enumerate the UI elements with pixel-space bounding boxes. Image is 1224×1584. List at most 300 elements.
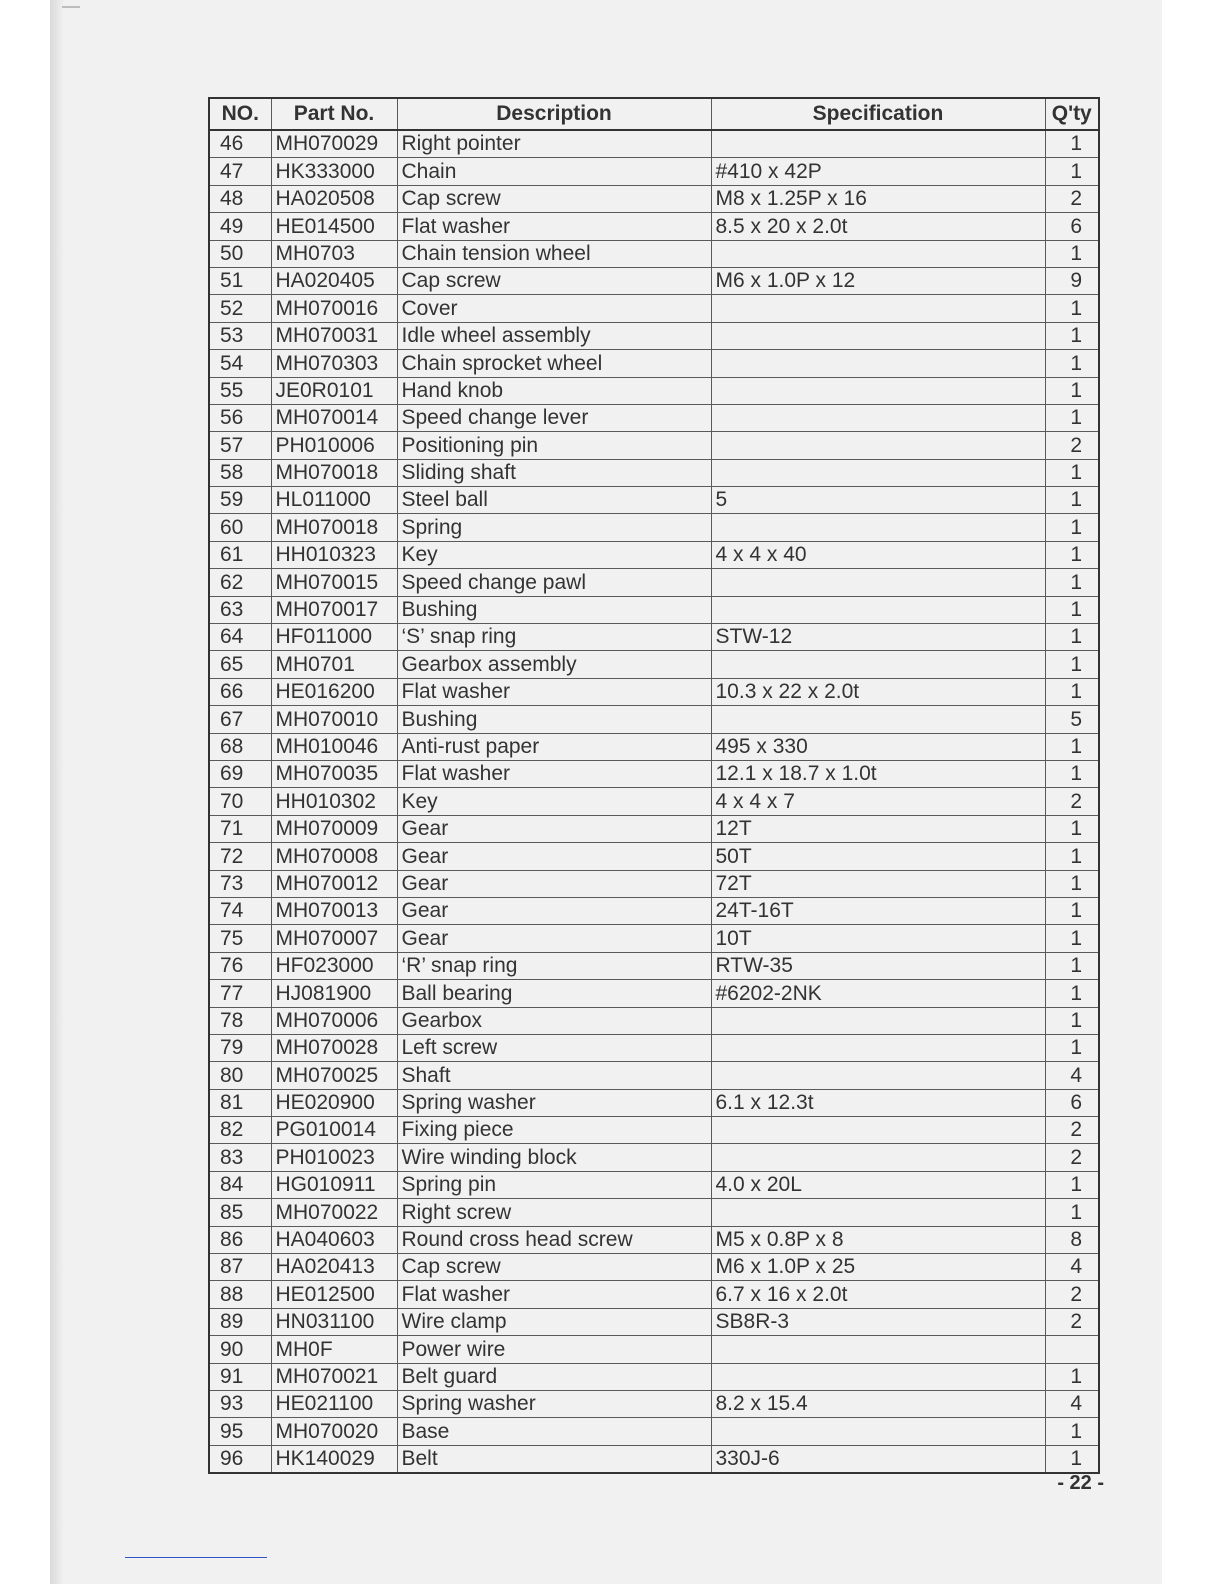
cell-quantity: 1 [1045, 952, 1099, 979]
cell-description: Base [397, 1418, 711, 1445]
cell-quantity: 1 [1045, 1007, 1099, 1034]
cell-part-no: MH070029 [271, 130, 397, 158]
cell-no: 67 [209, 706, 271, 733]
cell-part-no: HH010323 [271, 541, 397, 568]
cell-no: 72 [209, 843, 271, 870]
cell-part-no: HH010302 [271, 788, 397, 815]
cell-part-no: MH070017 [271, 596, 397, 623]
cell-specification [711, 240, 1045, 267]
table-row [209, 158, 1099, 185]
cell-no: 71 [209, 815, 271, 842]
table-row [209, 487, 1099, 514]
cell-part-no: HF023000 [271, 952, 397, 979]
cell-specification: 12.1 x 18.7 x 1.0t [711, 760, 1045, 787]
cell-quantity: 1 [1045, 760, 1099, 787]
cell-quantity: 1 [1045, 459, 1099, 486]
cell-part-no: MH010046 [271, 733, 397, 760]
cell-specification [711, 1363, 1045, 1390]
table-row [209, 130, 1099, 158]
table-row [209, 1007, 1099, 1034]
table-row [209, 1089, 1099, 1116]
cell-no: 74 [209, 897, 271, 924]
cell-description: ‘S’ snap ring [397, 624, 711, 651]
page-margin-right [1162, 0, 1224, 1584]
cell-specification: 12T [711, 815, 1045, 842]
cell-specification: 72T [711, 870, 1045, 897]
table-row [209, 897, 1099, 924]
cell-quantity: 1 [1045, 980, 1099, 1007]
cell-description: Flat washer [397, 1281, 711, 1308]
cell-specification: SB8R-3 [711, 1308, 1045, 1335]
cell-description: Ball bearing [397, 980, 711, 1007]
cell-part-no: HE014500 [271, 213, 397, 240]
cell-part-no: HA040603 [271, 1226, 397, 1253]
cell-specification: M6 x 1.0P x 12 [711, 267, 1045, 294]
table-row [209, 1117, 1099, 1144]
cell-quantity: 1 [1045, 1418, 1099, 1445]
table-row [209, 1254, 1099, 1281]
cell-description: Positioning pin [397, 432, 711, 459]
cell-description: Cap screw [397, 267, 711, 294]
cell-quantity: 1 [1045, 240, 1099, 267]
cell-no: 86 [209, 1226, 271, 1253]
cell-no: 85 [209, 1199, 271, 1226]
cell-quantity: 1 [1045, 815, 1099, 842]
cell-description: Bushing [397, 706, 711, 733]
cell-specification: 6.7 x 16 x 2.0t [711, 1281, 1045, 1308]
cell-part-no: MH070018 [271, 459, 397, 486]
cell-description: Spring washer [397, 1089, 711, 1116]
cell-part-no: MH070008 [271, 843, 397, 870]
table-row [209, 1308, 1099, 1335]
table-row [209, 377, 1099, 404]
cell-part-no: PG010014 [271, 1117, 397, 1144]
table-row [209, 240, 1099, 267]
cell-description: Chain [397, 158, 711, 185]
cell-specification [711, 130, 1045, 158]
table-row [209, 760, 1099, 787]
table-row [209, 432, 1099, 459]
cell-no: 49 [209, 213, 271, 240]
parts-table-body [209, 130, 1099, 1473]
cell-specification: 330J-6 [711, 1445, 1045, 1473]
cell-specification [711, 432, 1045, 459]
page-edge-shadow [50, 0, 64, 1584]
cell-quantity: 1 [1045, 514, 1099, 541]
cell-part-no: MH070012 [271, 870, 397, 897]
cell-specification [711, 404, 1045, 431]
cell-description: Left screw [397, 1034, 711, 1061]
table-row [209, 1171, 1099, 1198]
cell-specification [711, 1199, 1045, 1226]
cell-specification: 4 x 4 x 7 [711, 788, 1045, 815]
cell-quantity: 2 [1045, 1308, 1099, 1335]
cell-part-no: MH070006 [271, 1007, 397, 1034]
cell-description: Flat washer [397, 678, 711, 705]
table-row [209, 678, 1099, 705]
cell-no: 54 [209, 350, 271, 377]
cell-quantity: 1 [1045, 158, 1099, 185]
cell-quantity: 1 [1045, 404, 1099, 431]
header-description: Description [397, 98, 711, 130]
table-row [209, 952, 1099, 979]
cell-description: Flat washer [397, 760, 711, 787]
cell-no: 83 [209, 1144, 271, 1171]
cell-quantity: 1 [1045, 350, 1099, 377]
cell-quantity: 1 [1045, 1445, 1099, 1473]
cell-description: Cap screw [397, 185, 711, 212]
cell-specification [711, 569, 1045, 596]
cell-description: Speed change lever [397, 404, 711, 431]
cell-part-no: HN031100 [271, 1308, 397, 1335]
cell-quantity: 6 [1045, 213, 1099, 240]
cell-quantity: 2 [1045, 1117, 1099, 1144]
cell-no: 64 [209, 624, 271, 651]
table-row [209, 1199, 1099, 1226]
cell-specification: STW-12 [711, 624, 1045, 651]
cell-description: Cover [397, 295, 711, 322]
cell-quantity: 1 [1045, 897, 1099, 924]
cell-description: ‘R’ snap ring [397, 952, 711, 979]
cell-no: 50 [209, 240, 271, 267]
cell-description: Spring washer [397, 1390, 711, 1417]
cell-part-no: MH070021 [271, 1363, 397, 1390]
cell-specification: 10T [711, 925, 1045, 952]
cell-description: Right pointer [397, 130, 711, 158]
table-row [209, 185, 1099, 212]
table-row [209, 322, 1099, 349]
cell-no: 51 [209, 267, 271, 294]
cell-description: Speed change pawl [397, 569, 711, 596]
cell-specification [711, 1418, 1045, 1445]
cell-part-no: MH070018 [271, 514, 397, 541]
cell-part-no: HE012500 [271, 1281, 397, 1308]
table-row [209, 267, 1099, 294]
cell-quantity: 4 [1045, 1254, 1099, 1281]
cell-no: 69 [209, 760, 271, 787]
cell-no: 46 [209, 130, 271, 158]
cell-quantity: 2 [1045, 788, 1099, 815]
cell-part-no: HA020508 [271, 185, 397, 212]
cell-specification: 8.2 x 15.4 [711, 1390, 1045, 1417]
cell-specification [711, 322, 1045, 349]
cell-description: Key [397, 788, 711, 815]
cell-no: 58 [209, 459, 271, 486]
cell-specification: 5 [711, 487, 1045, 514]
cell-part-no: HE016200 [271, 678, 397, 705]
cell-specification [711, 295, 1045, 322]
cell-quantity: 6 [1045, 1089, 1099, 1116]
cell-specification: 10.3 x 22 x 2.0t [711, 678, 1045, 705]
table-row [209, 624, 1099, 651]
cell-specification: M5 x 0.8P x 8 [711, 1226, 1045, 1253]
cell-quantity: 1 [1045, 1199, 1099, 1226]
cell-part-no: MH070303 [271, 350, 397, 377]
cell-specification: 4 x 4 x 40 [711, 541, 1045, 568]
cell-description: Belt guard [397, 1363, 711, 1390]
cell-description: Gear [397, 843, 711, 870]
cell-specification [711, 651, 1045, 678]
cell-specification [711, 1144, 1045, 1171]
cell-no: 53 [209, 322, 271, 349]
cell-specification [711, 459, 1045, 486]
cell-no: 70 [209, 788, 271, 815]
cell-quantity: 4 [1045, 1062, 1099, 1089]
table-row [209, 1445, 1099, 1473]
page-top-mark [62, 6, 80, 8]
table-row [209, 788, 1099, 815]
cell-description: Gearbox assembly [397, 651, 711, 678]
cell-no: 63 [209, 596, 271, 623]
cell-quantity: 1 [1045, 377, 1099, 404]
cell-part-no: HJ081900 [271, 980, 397, 1007]
cell-description: Gear [397, 815, 711, 842]
table-row [209, 1363, 1099, 1390]
cell-no: 76 [209, 952, 271, 979]
cell-no: 65 [209, 651, 271, 678]
cell-no: 55 [209, 377, 271, 404]
cell-part-no: MH0701 [271, 651, 397, 678]
cell-specification [711, 1062, 1045, 1089]
cell-quantity: 1 [1045, 541, 1099, 568]
cell-specification: 4.0 x 20L [711, 1171, 1045, 1198]
table-row [209, 1418, 1099, 1445]
cell-part-no: HK140029 [271, 1445, 397, 1473]
cell-quantity: 1 [1045, 322, 1099, 349]
cell-part-no: HG010911 [271, 1171, 397, 1198]
cell-specification: 495 x 330 [711, 733, 1045, 760]
cell-quantity: 2 [1045, 432, 1099, 459]
cell-no: 88 [209, 1281, 271, 1308]
cell-description: Spring [397, 514, 711, 541]
cell-no: 80 [209, 1062, 271, 1089]
cell-quantity: 5 [1045, 706, 1099, 733]
table-row [209, 1034, 1099, 1061]
cell-part-no: HE021100 [271, 1390, 397, 1417]
cell-no: 90 [209, 1336, 271, 1363]
cell-part-no: PH010006 [271, 432, 397, 459]
parts-list-table [208, 97, 1100, 1474]
cell-description: Cap screw [397, 1254, 711, 1281]
cell-description: Key [397, 541, 711, 568]
cell-quantity: 1 [1045, 651, 1099, 678]
cell-part-no: MH070028 [271, 1034, 397, 1061]
cell-specification [711, 377, 1045, 404]
cell-quantity: 1 [1045, 733, 1099, 760]
cell-quantity: 2 [1045, 185, 1099, 212]
cell-specification [711, 1336, 1045, 1363]
cell-description: Gear [397, 897, 711, 924]
cell-description: Fixing piece [397, 1117, 711, 1144]
cell-part-no: MH070010 [271, 706, 397, 733]
cell-quantity: 1 [1045, 843, 1099, 870]
table-row [209, 1062, 1099, 1089]
table-row [209, 870, 1099, 897]
cell-description: Chain sprocket wheel [397, 350, 711, 377]
cell-no: 56 [209, 404, 271, 431]
header-quantity: Q'ty [1045, 98, 1099, 130]
cell-part-no: HA020413 [271, 1254, 397, 1281]
table-row [209, 980, 1099, 1007]
cell-no: 79 [209, 1034, 271, 1061]
table-row [209, 596, 1099, 623]
table-row [209, 1281, 1099, 1308]
cell-specification: 24T-16T [711, 897, 1045, 924]
cell-no: 96 [209, 1445, 271, 1473]
table-row [209, 404, 1099, 431]
cell-description: Chain tension wheel [397, 240, 711, 267]
cell-description: Power wire [397, 1336, 711, 1363]
cell-description: Gear [397, 870, 711, 897]
cell-part-no: HA020405 [271, 267, 397, 294]
cell-part-no: MH070031 [271, 322, 397, 349]
cell-specification: M8 x 1.25P x 16 [711, 185, 1045, 212]
cell-description: Right screw [397, 1199, 711, 1226]
cell-no: 59 [209, 487, 271, 514]
cell-description: Anti-rust paper [397, 733, 711, 760]
cell-specification [711, 1007, 1045, 1034]
cell-quantity: 1 [1045, 596, 1099, 623]
cell-no: 89 [209, 1308, 271, 1335]
cell-specification: RTW-35 [711, 952, 1045, 979]
cell-no: 57 [209, 432, 271, 459]
cell-no: 84 [209, 1171, 271, 1198]
table-row [209, 843, 1099, 870]
cell-part-no: HE020900 [271, 1089, 397, 1116]
cell-specification [711, 596, 1045, 623]
footer-link-underline [125, 1557, 267, 1558]
table-header-row [209, 98, 1099, 130]
cell-part-no: MH070022 [271, 1199, 397, 1226]
cell-quantity: 8 [1045, 1226, 1099, 1253]
cell-description: Steel ball [397, 487, 711, 514]
cell-quantity: 1 [1045, 569, 1099, 596]
table-row [209, 925, 1099, 952]
cell-no: 47 [209, 158, 271, 185]
cell-description: Bushing [397, 596, 711, 623]
cell-description: Shaft [397, 1062, 711, 1089]
cell-part-no: MH070015 [271, 569, 397, 596]
cell-part-no: HF011000 [271, 624, 397, 651]
cell-quantity [1045, 1336, 1099, 1363]
cell-no: 78 [209, 1007, 271, 1034]
table-row [209, 213, 1099, 240]
cell-part-no: MH070009 [271, 815, 397, 842]
cell-no: 48 [209, 185, 271, 212]
cell-no: 91 [209, 1363, 271, 1390]
table-row [209, 514, 1099, 541]
table-row [209, 541, 1099, 568]
cell-no: 77 [209, 980, 271, 1007]
header-no: NO. [209, 98, 271, 130]
table-row [209, 815, 1099, 842]
cell-part-no: HK333000 [271, 158, 397, 185]
cell-part-no: MH070016 [271, 295, 397, 322]
table-row [209, 295, 1099, 322]
cell-no: 61 [209, 541, 271, 568]
cell-description: Gear [397, 925, 711, 952]
cell-quantity: 1 [1045, 624, 1099, 651]
table-row [209, 651, 1099, 678]
cell-description: Spring pin [397, 1171, 711, 1198]
cell-quantity: 1 [1045, 487, 1099, 514]
cell-specification: 50T [711, 843, 1045, 870]
cell-no: 95 [209, 1418, 271, 1445]
cell-specification: M6 x 1.0P x 25 [711, 1254, 1045, 1281]
cell-no: 75 [209, 925, 271, 952]
cell-quantity: 1 [1045, 678, 1099, 705]
cell-no: 73 [209, 870, 271, 897]
cell-quantity: 2 [1045, 1281, 1099, 1308]
cell-specification: #6202-2NK [711, 980, 1045, 1007]
cell-specification [711, 514, 1045, 541]
cell-quantity: 2 [1045, 1144, 1099, 1171]
cell-description: Flat washer [397, 213, 711, 240]
cell-no: 81 [209, 1089, 271, 1116]
cell-quantity: 1 [1045, 1171, 1099, 1198]
cell-description: Round cross head screw [397, 1226, 711, 1253]
cell-description: Wire clamp [397, 1308, 711, 1335]
cell-part-no: MH070035 [271, 760, 397, 787]
cell-part-no: JE0R0101 [271, 377, 397, 404]
cell-description: Sliding shaft [397, 459, 711, 486]
cell-no: 93 [209, 1390, 271, 1417]
cell-specification [711, 706, 1045, 733]
cell-quantity: 1 [1045, 1363, 1099, 1390]
cell-part-no: MH070013 [271, 897, 397, 924]
cell-part-no: MH070025 [271, 1062, 397, 1089]
table-row [209, 569, 1099, 596]
cell-part-no: MH0703 [271, 240, 397, 267]
cell-specification [711, 1034, 1045, 1061]
cell-part-no: MH070007 [271, 925, 397, 952]
cell-no: 87 [209, 1254, 271, 1281]
table-row [209, 1226, 1099, 1253]
cell-part-no: MH070020 [271, 1418, 397, 1445]
cell-quantity: 1 [1045, 130, 1099, 158]
cell-description: Gearbox [397, 1007, 711, 1034]
cell-quantity: 1 [1045, 1034, 1099, 1061]
cell-quantity: 1 [1045, 870, 1099, 897]
cell-no: 68 [209, 733, 271, 760]
cell-part-no: HL011000 [271, 487, 397, 514]
cell-specification: 6.1 x 12.3t [711, 1089, 1045, 1116]
cell-description: Idle wheel assembly [397, 322, 711, 349]
header-part-no: Part No. [271, 98, 397, 130]
cell-part-no: PH010023 [271, 1144, 397, 1171]
table-row [209, 1336, 1099, 1363]
cell-quantity: 9 [1045, 267, 1099, 294]
cell-quantity: 1 [1045, 295, 1099, 322]
cell-no: 52 [209, 295, 271, 322]
table-row [209, 706, 1099, 733]
cell-no: 62 [209, 569, 271, 596]
cell-description: Belt [397, 1445, 711, 1473]
header-specification: Specification [711, 98, 1045, 130]
cell-quantity: 4 [1045, 1390, 1099, 1417]
cell-description: Wire winding block [397, 1144, 711, 1171]
cell-specification: #410 x 42P [711, 158, 1045, 185]
page-number: - 22 - [1057, 1472, 1104, 1494]
cell-part-no: MH0F [271, 1336, 397, 1363]
table-row [209, 733, 1099, 760]
cell-specification [711, 1117, 1045, 1144]
table-row [209, 350, 1099, 377]
table-row [209, 1144, 1099, 1171]
cell-specification: 8.5 x 20 x 2.0t [711, 213, 1045, 240]
cell-no: 66 [209, 678, 271, 705]
cell-quantity: 1 [1045, 925, 1099, 952]
